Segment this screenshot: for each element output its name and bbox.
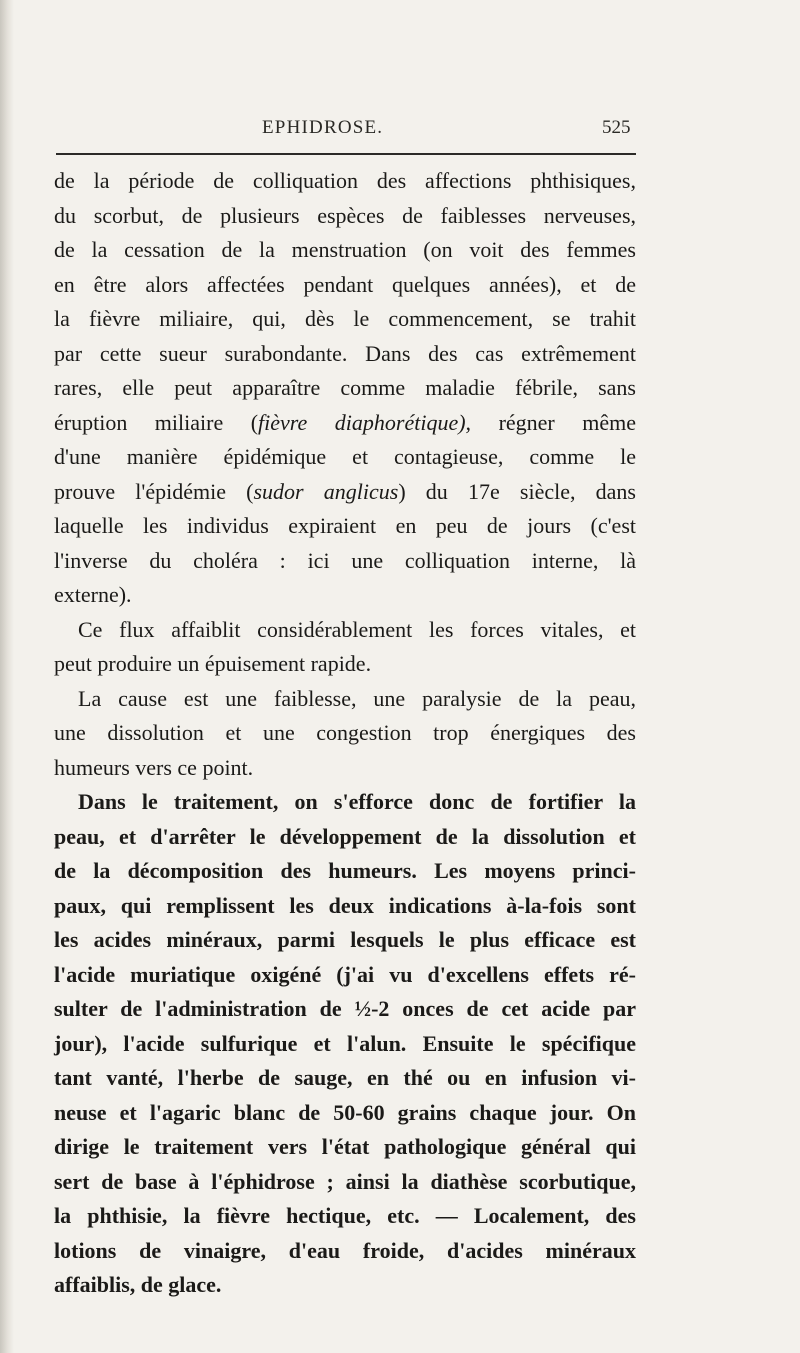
text-line: sulter de l'administration de ½-2 onces de cet acide par [54,996,636,1021]
text-line: l'inverse du choléra : ici une colliquation interne, là [54,547,636,573]
paragraph-start: Dans le traitement, on s'efforce donc de fortifier la [78,789,636,814]
text-line: peut produire un épuisement rapide. [54,651,372,676]
text-fragment: prouve l'épidémie ( [54,478,254,504]
text-line: la phthisie, la fièvre hectique, etc. — Localement, des [54,1203,636,1228]
text-line: dirige le traitement vers l'état pathologique général qui [54,1134,636,1159]
text-line: les acides minéraux, parmi lesquels le plus efficace est [54,927,636,952]
text-line-with-italic [54,475,636,510]
text-fragment: éruption miliaire ( [54,409,259,435]
text-body [54,164,636,1303]
text-line: sert de base à l'éphidrose ; ainsi la diathèse scorbutique, [54,1168,636,1194]
text-line: peau, et d'arrêter le développement de la dissolution et [54,823,636,849]
text-line-with-italic [54,406,636,441]
running-title: EPHIDROSE. [262,117,384,138]
text-line: l'acide muriatique oxigéné (j'ai vu d'excellens effets ré- [54,961,636,987]
text-line: lotions de vinaigre, d'eau froide, d'acides minéraux [54,1237,636,1263]
text-line: de la décomposition des humeurs. Les moyens princi- [54,858,636,883]
paragraph-start: Ce flux affaiblit considérablement les forces vitales, et [78,616,636,642]
text-line: neuse et l'agaric blanc de 50-60 grains chaque jour. On [54,1099,636,1125]
running-head [0,117,800,145]
text-line: la fièvre miliaire, qui, dès le commencement, se trahit [54,306,636,331]
text-line: jour), l'acide sulfurique et l'alun. Ensuite le spécifique [54,1030,636,1056]
text-line: par cette sueur surabondante. Dans des cas extrêmement [54,340,636,366]
text-line: rares, elle peut apparaître comme maladie fébrile, sans [54,375,636,400]
page-number: 525 [602,117,631,138]
text-line: de la période de colliquation des affections phthisiques, [54,168,636,193]
paragraph-start: La cause est une faiblesse, une paralysie de la peau, [78,685,636,711]
text-line: en être alors affectées pendant quelques années), et de [54,271,636,297]
text-line: du scorbut, de plusieurs espèces de faiblesses nerveuses, [54,202,636,228]
text-line: affaiblis, de glace. [54,1272,222,1297]
text-line: humeurs vers ce point. [54,754,254,780]
text-line: de la cessation de la menstruation (on voit des femmes [54,237,636,262]
italic-term: sudor anglicus [253,478,399,504]
text-fragment: ) du 17e siècle, dans [398,478,636,504]
text-line: une dissolution et une congestion trop énergiques des [54,720,636,745]
text-fragment: régner même [498,409,636,435]
text-line: paux, qui remplissent les deux indications à-la-fois sont [54,892,636,918]
header-rule [56,153,636,155]
text-line: d'une manière épidémique et contagieuse, comme le [54,444,636,469]
italic-term: fièvre diaphorétique), [258,409,499,435]
page-edge-shadow [0,0,14,1353]
text-line: tant vanté, l'herbe de sauge, en thé ou en infusion vi- [54,1065,636,1090]
text-line: externe). [54,582,132,607]
text-line: laquelle les individus expiraient en peu de jours (c'est [54,513,636,538]
